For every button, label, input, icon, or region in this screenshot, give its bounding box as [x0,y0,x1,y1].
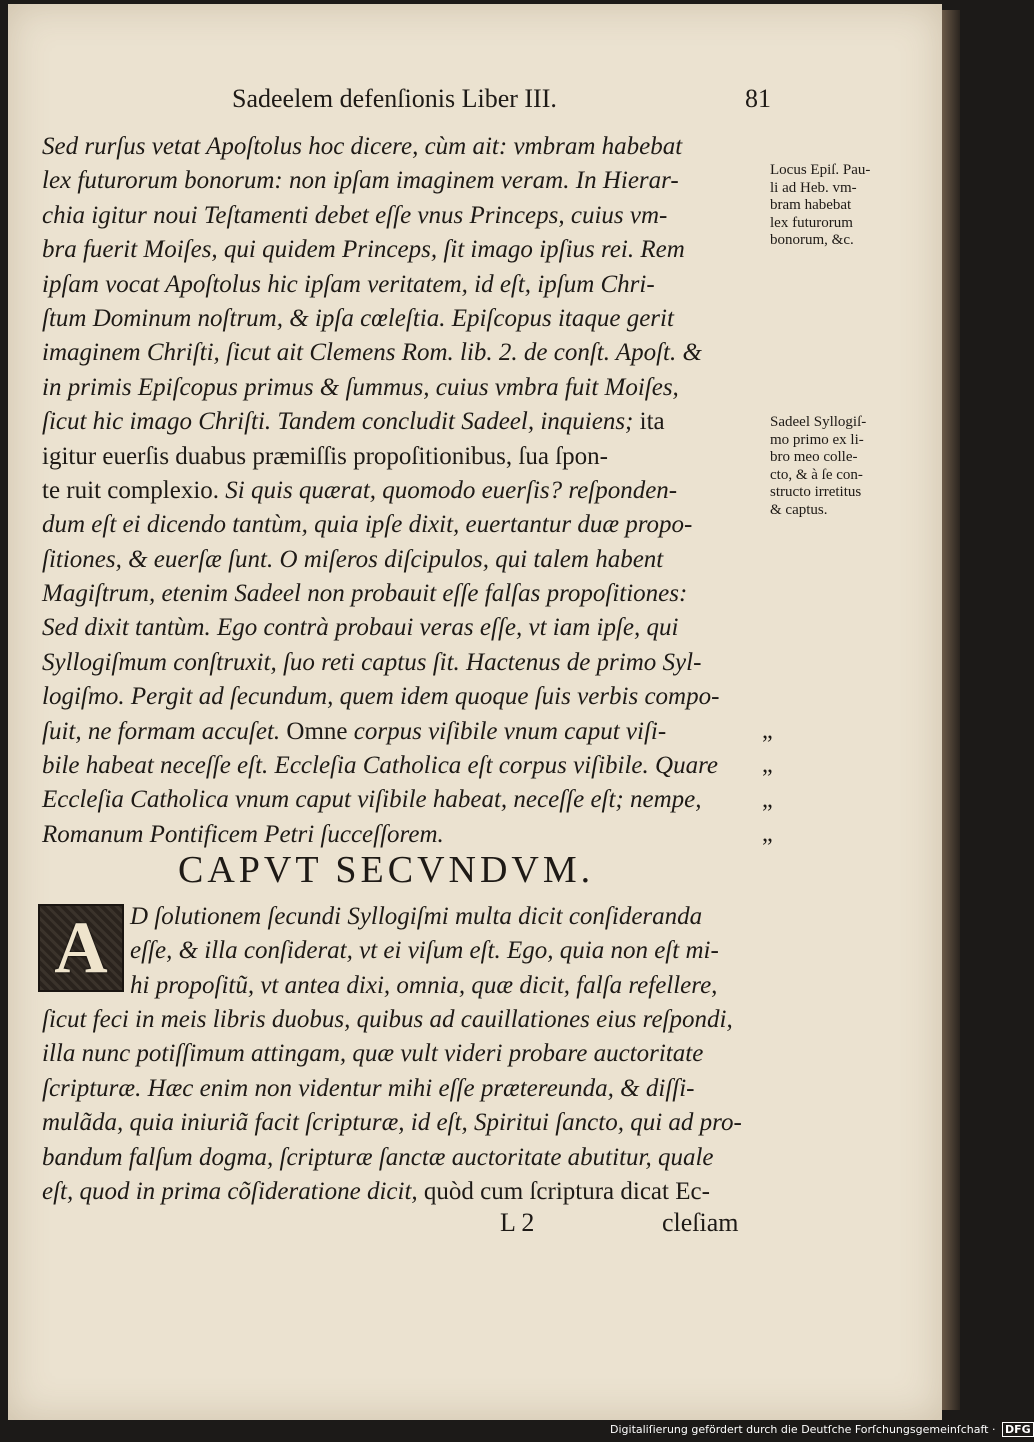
signature-mark: L 2 [500,1208,535,1237]
text-run: ſicut hic imago Chriſti. Tandem concludit Sadeel, inquiens; [42,408,640,436]
text-line-content [42,130,682,164]
margin-note-line: cto, & à ſe con- [770,466,863,483]
margin-note-locus [770,162,940,250]
main-text-section-2-indented [130,900,756,1003]
text-line [42,302,772,336]
text-line-content [42,199,667,233]
text-line-content [42,783,702,817]
text-run: Omne [286,717,354,745]
text-line-content [42,508,692,542]
text-line [42,1072,756,1106]
text-run: Sed rurſus vetat Apoſtolus hoc dicere, cùm ait: vmbram habebat [42,133,683,160]
text-run: bile habeat neceſſe eſt. Eccleſia Catholica eſt corpus viſibile. Quare [42,752,718,780]
text-line-content [42,440,608,474]
margin-note-line: structo irretitus [770,484,862,500]
text-line-content [42,1106,742,1140]
text-line [42,130,772,164]
chapter-heading: CAPVT SECVNDVM. [178,849,595,891]
text-line-content [42,577,687,611]
text-run: mulãda, quia iniuriã facit ſcripturæ, id eſt, Spiritui ſancto, qui ad pro- [42,1109,742,1137]
drop-initial-letter: A [54,907,108,989]
page-edge [942,10,960,1410]
text-line-content [42,268,655,302]
text-line [42,508,772,542]
text-line [42,749,772,783]
text-line [42,1141,756,1175]
quote-mark: „ [762,786,773,813]
text-run: dum eſt ei dicendo tantùm, quia ipſe dixit, euertantur duæ propo- [42,511,693,539]
margin-note-line: Locus Epiſ. Pau- [770,162,871,178]
text-run: ſitiones, & euerſæ ſunt. O miſeros diſcipulos, qui talem habent [42,545,664,573]
text-run: ſuit, ne formam accuſet. [42,717,287,745]
text-line [42,336,772,370]
text-run: corpus viſibile vnum caput viſi- [353,717,667,745]
text-line [42,199,772,233]
margin-note-line: bro meo colle- [770,449,858,465]
text-run: Eccleſia Catholica vnum caput viſibile habeat, neceſſe eſt; nempe, [42,786,702,814]
page-number: 81 [745,84,771,113]
catchword: cleſiam [662,1208,739,1237]
main-text-section-2 [42,1003,756,1209]
text-line [42,783,772,817]
text-line: eſſe, & illa conſiderat, vt ei viſum eſt. Ego, quia non eſt mi- [130,937,719,965]
credit-text: Digitaliſierung gefördert durch die Deutſche Forſchungsgemeinſchaft · [610,1423,996,1436]
text-line [42,577,772,611]
text-line: hi propoſitũ, vt antea dixi, omnia, quæ dicit, falſa refellere, [130,971,718,999]
text-run: Si quis quærat, quomodo euerſis? reſponden- [225,476,678,504]
text-run: te ruit complexio. [42,476,226,504]
margin-note-line: bram habebat [770,197,852,213]
text-line [42,371,772,405]
margin-note-line: li ad Heb. vm- [770,179,857,196]
text-line-content [42,164,679,198]
text-run: ſtum Dominum noſtrum, & ipſa cœleſtia. Epiſcopus itaque gerit [42,304,674,332]
text-run: illa nunc potiſſimum attingam, quæ vult videri probare auctoritate [42,1040,704,1068]
text-line [42,1037,756,1071]
quotation-marks [762,714,802,852]
text-run: ita [639,408,665,436]
text-line: D ſolutionem ſecundi Syllogiſmi multa dicit conſideranda [130,903,703,930]
text-run: Syllogiſmum conſtruxit, ſuo reti captus ſit. Hactenus de primo Syl- [42,648,702,676]
text-line [42,715,772,749]
text-run: bandum falſum dogma, ſcripturæ ſanctæ auctoritate abutitur, quale [42,1143,714,1171]
text-line-content [42,1141,714,1175]
digitization-credit [610,1422,1034,1437]
text-line [42,646,772,680]
margin-note-line: & captus. [770,501,828,518]
text-run: ſcripturæ. Hæc enim non videntur mihi eſſe prætereunda, & diſſi- [42,1074,695,1102]
text-line-content [42,1072,694,1106]
quote-mark: „ [762,821,773,848]
text-run: logiſmo. Pergit ad ſecundum, quem idem quoque ſuis verbis compo- [42,683,720,711]
text-run: chia igitur noui Teſtamenti debet eſſe vnus Princeps, cuius vm- [42,201,668,229]
margin-note-line: lex futurorum [770,214,853,231]
margin-note-line: mo primo ex li- [770,431,864,448]
text-line-content [42,405,665,439]
text-line-content [42,543,663,577]
dfg-logo: DFG [1002,1422,1034,1437]
text-run: imaginem Chriſti, ſicut ait Clemens Rom. lib. 2. de conſt. Apoſt. & [42,339,702,367]
text-line [42,611,772,645]
text-line-content [42,302,674,336]
text-line [42,543,772,577]
text-line-content [42,1175,710,1209]
text-line [42,1106,756,1140]
text-line-content [42,336,702,370]
text-line-content [42,233,685,267]
running-head: Sadeelem defenſionis Liber III. [232,84,557,113]
text-line [42,164,772,198]
text-run: in primis Epiſcopus primus & ſummus, cuius vmbra fuit Moiſes, [42,373,679,401]
text-line-content [42,715,666,749]
text-line [42,405,772,439]
text-line [42,440,772,474]
text-run: ipſam vocat Apoſtolus hic ipſam veritatem, id eſt, ipſum Chri- [42,270,655,298]
margin-note-line: Sadeel Syllogiſ- [770,414,867,430]
text-line [42,474,772,508]
margin-note-sadeel [770,414,940,519]
text-run: igitur euerſis duabus præmiſſis propoſitionibus, ſua ſpon- [42,442,608,470]
text-run: lex futurorum bonorum: non ipſam imaginem veram. In Hierar- [42,167,679,195]
text-line-content [42,749,718,783]
text-run: ſicut feci in meis libris duobus, quibus ad cauillationes eius reſpondi, [42,1006,733,1033]
text-line [42,1003,756,1037]
text-run: eſt, quod in prima cõſideratione dicit, [42,1177,424,1205]
text-run: Sed dixit tantùm. Ego contrà probaui veras eſſe, vt iam ipſe, qui [42,614,679,642]
text-line [42,680,772,714]
text-line [42,1175,756,1209]
text-line-content [42,680,719,714]
text-line-content [42,611,678,645]
text-line-content [42,371,679,405]
margin-note-line: bonorum, &c. [770,232,854,248]
text-line-content [42,474,677,508]
text-line-content [42,1037,703,1071]
quote-mark: „ [762,718,773,744]
text-line-content [42,1003,733,1037]
text-line [42,233,772,267]
quote-mark: „ [762,752,773,779]
text-line-content [42,646,701,680]
text-run: bra fuerit Moiſes, qui quidem Princeps, ſit imago ipſius rei. Rem [42,236,685,264]
main-text-section-1 [42,130,772,852]
text-line [42,268,772,302]
text-run: Magiſtrum, etenim Sadeel non probauit eſſe falſas propoſitiones: [42,580,688,608]
drop-initial [38,904,124,992]
text-run: Romanum Pontificem Petri ſucceſſorem. [42,820,444,848]
text-run: quòd cum ſcriptura dicat Ec- [423,1177,710,1205]
